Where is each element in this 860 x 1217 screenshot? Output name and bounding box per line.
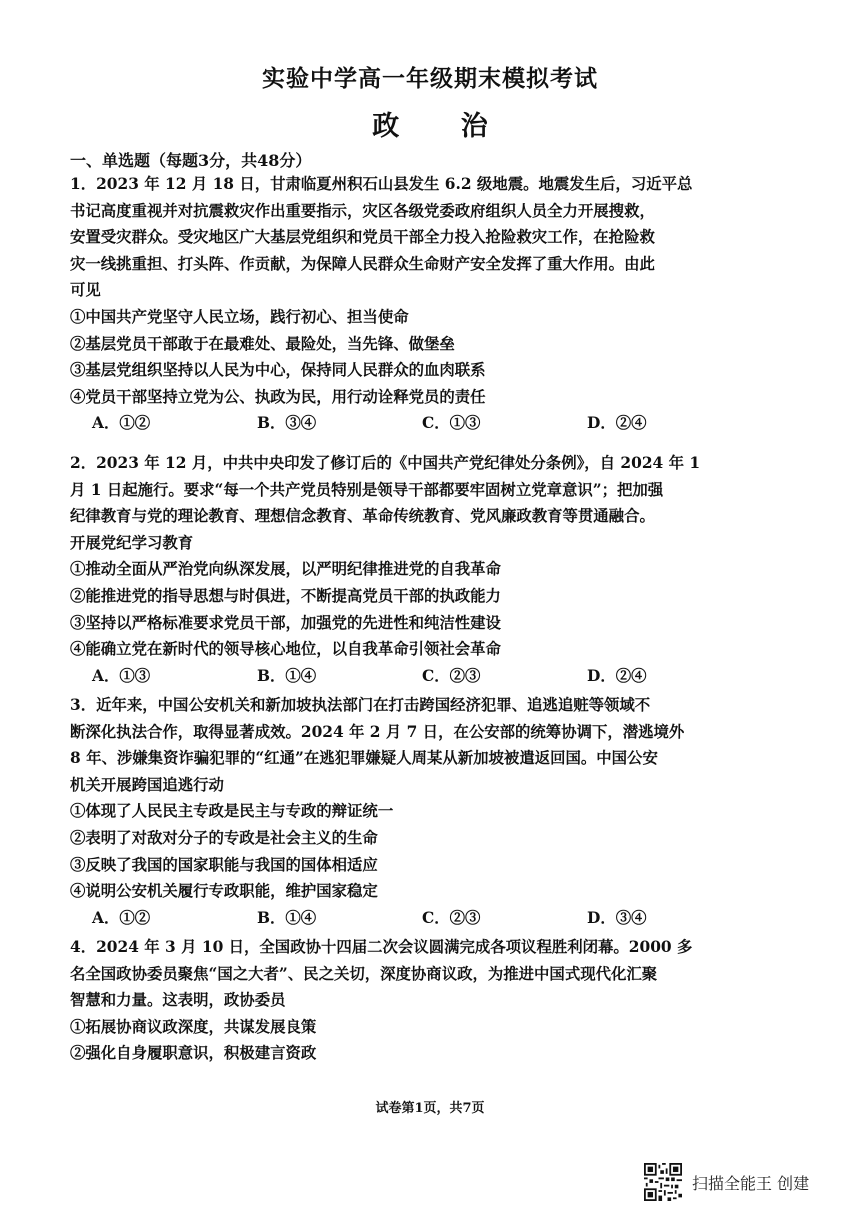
statement: ②基层党员干部敢于在最难处、最险处，当先锋、做堡垒 bbox=[70, 334, 455, 353]
exam-title: 实验中学高一年级期末模拟考试 bbox=[262, 65, 598, 92]
section-heading: 一、单选题（每题3分，共48分） bbox=[70, 151, 312, 170]
question-stem-line: 安置受灾群众。受灾地区广大基层党组织和党员干部全力投入抢险救灾工作，在抢险救 bbox=[70, 228, 655, 247]
question-stem-line: 名全国政协委员聚焦“国之大者”、民之关切，深度协商议政，为推进中国式现代化汇聚 bbox=[70, 964, 658, 983]
page-footer: 试卷第1页，共7页 bbox=[375, 1101, 485, 1116]
question-stem-line: 断深化执法合作，取得显著成效。2024 年 2 月 7 日，在公安部的统筹协调下，潜逃境外 bbox=[70, 722, 685, 741]
question-stem-line: 4．2024 年 3 月 10 日，全国政协十四届二次会议圆满完成各项议程胜利闭幕。2000 多 bbox=[70, 938, 693, 956]
question-stem-line: 灾一线挑重担、打头阵、作贡献，为保障人民群众生命财产安全发挥了重大作用。由此 bbox=[70, 254, 655, 273]
question-1 bbox=[70, 171, 820, 437]
question-4 bbox=[70, 934, 820, 1067]
scanner-watermark bbox=[644, 1163, 809, 1201]
question-2 bbox=[70, 450, 820, 689]
statement: ①中国共产党坚守人民立场，践行初心、担当使命 bbox=[70, 307, 409, 326]
answer-options bbox=[70, 410, 820, 437]
option-d: D．③④ bbox=[587, 908, 647, 927]
option-b: B．①④ bbox=[257, 908, 317, 927]
question-stem-line: 可见 bbox=[70, 281, 101, 300]
question-stem-line: 8 年、涉嫌集资诈骗犯罪的“红通”在逃犯罪嫌疑人周某从新加坡被遣返回国。中国公安 bbox=[70, 749, 658, 768]
question-stem-line: 开展党纪学习教育 bbox=[70, 533, 194, 552]
option-a: A．①② bbox=[92, 414, 151, 433]
statement: ②表明了对敌对分子的专政是社会主义的生命 bbox=[70, 828, 378, 847]
question-stem-line: 书记高度重视并对抗震救灾作出重要指示，灾区各级党委政府组织人员全力开展搜救， bbox=[70, 201, 655, 220]
option-a: A．①② bbox=[92, 908, 151, 927]
answer-options bbox=[70, 905, 820, 932]
statement: ①体现了人民民主专政是民主与专政的辩证统一 bbox=[70, 802, 394, 821]
option-d: D．②④ bbox=[587, 666, 647, 685]
statement: ②能推进党的指导思想与时俱进，不断提高党员干部的执政能力 bbox=[70, 586, 501, 605]
watermark-text: 扫描全能王 创建 bbox=[692, 1173, 810, 1193]
statement: ④党员干部坚持立党为公、执政为民，用行动诠释党员的责任 bbox=[70, 387, 486, 406]
option-a: A．①③ bbox=[92, 666, 151, 685]
question-stem-line: 2．2023 年 12 月，中共中央印发了修订后的《中国共产党纪律处分条例》，自 2024 年 1 bbox=[70, 454, 701, 472]
question-stem-line: 月 1 日起施行。要求“每一个共产党员特别是领导干部都要牢固树立党章意识”；把加强 bbox=[70, 480, 664, 499]
statement: ③基层党组织坚持以人民为中心，保持同人民群众的血肉联系 bbox=[70, 361, 486, 380]
statement: ④说明公安机关履行专政职能，维护国家稳定 bbox=[70, 882, 378, 901]
statement: ①推动全面从严治党向纵深发展，以严明纪律推进党的自我革命 bbox=[70, 560, 501, 579]
qr-code-icon bbox=[644, 1163, 682, 1201]
question-stem-line: 智慧和力量。这表明，政协委员 bbox=[70, 991, 286, 1010]
statement: ①拓展协商议政深度，共谋发展良策 bbox=[70, 1017, 317, 1036]
option-c: C．①③ bbox=[422, 414, 481, 433]
statement: ④能确立党在新时代的领导核心地位，以自我革命引领社会革命 bbox=[70, 640, 501, 659]
option-b: B．①④ bbox=[257, 666, 317, 685]
statement: ③反映了我国的国家职能与我国的国体相适应 bbox=[70, 855, 378, 874]
answer-options bbox=[70, 663, 820, 690]
question-3 bbox=[70, 692, 820, 931]
subject-title: 政 治 bbox=[372, 111, 514, 142]
question-stem-line: 3．近年来，中国公安机关和新加坡执法部门在打击跨国经济犯罪、追逃追赃等领域不 bbox=[70, 696, 651, 714]
question-stem-line: 机关开展跨国追逃行动 bbox=[70, 775, 224, 794]
option-d: D．②④ bbox=[587, 414, 647, 433]
option-c: C．②③ bbox=[422, 908, 481, 927]
option-b: B．③④ bbox=[257, 414, 317, 433]
question-stem-line: 1．2023 年 12 月 18 日，甘肃临夏州积石山县发生 6.2 级地震。地震发生后，习近平总 bbox=[70, 175, 693, 193]
question-stem-line: 纪律教育与党的理论教育、理想信念教育、革命传统教育、党风廉政教育等贯通融合。 bbox=[70, 507, 655, 526]
option-c: C．②③ bbox=[422, 666, 481, 685]
statement: ②强化自身履职意识，积极建言资政 bbox=[70, 1044, 317, 1063]
statement: ③坚持以严格标准要求党员干部，加强党的先进性和纯洁性建设 bbox=[70, 613, 501, 632]
